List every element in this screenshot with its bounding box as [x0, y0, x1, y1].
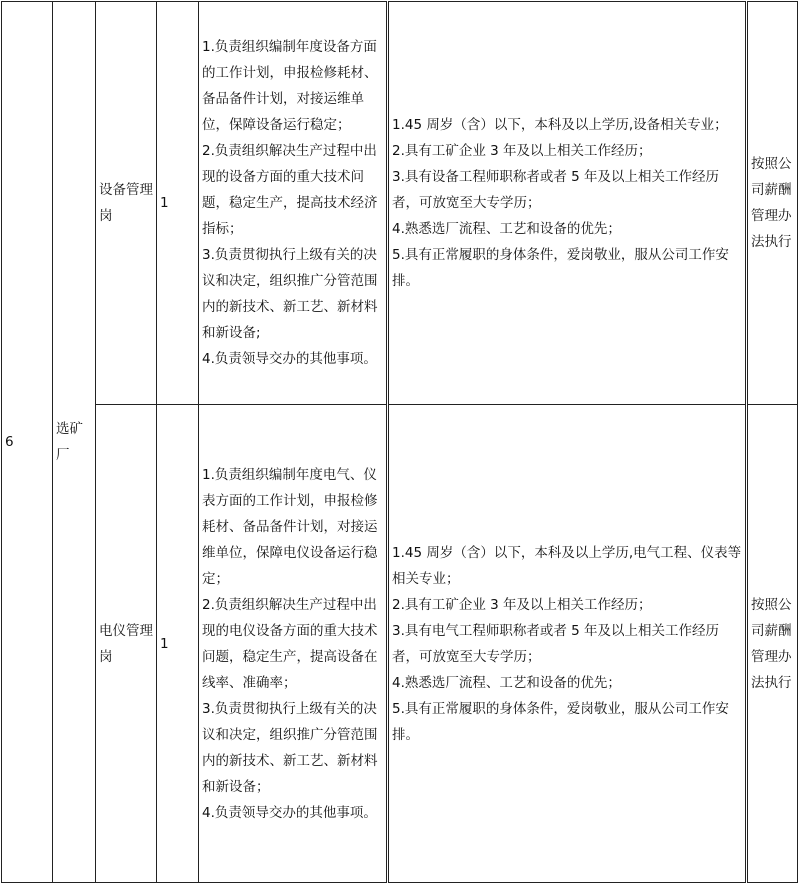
duty-item: 4.负责领导交办的其他事项。 [202, 351, 377, 367]
duty-item: 3.负责贯彻执行上级有关的决议和决定，组织推广分管范围内的新技术、新工艺、新材料和新设备; [202, 247, 378, 341]
salary-cell [747, 405, 798, 883]
duty-item: 4.负责领导交办的其他事项。 [202, 804, 377, 821]
requirement-item: 2.具有工矿企业 3 年及以上相关工作经历； [392, 596, 652, 613]
requirement-item: 3.具有电气工程师职称者或者 5 年及以上相关工作经历者，可放宽至大专学历； [392, 622, 720, 665]
requirements-cell [388, 405, 747, 883]
duties-cell [199, 2, 388, 405]
salary-note: 按照公司薪酬管理办法执行 [751, 156, 792, 250]
headcount: 1 [160, 195, 169, 211]
headcount: 1 [160, 635, 169, 652]
recruitment-table-wrapper [1, 1, 797, 882]
salary-note: 按照公司薪酬管理办法执行 [751, 596, 792, 691]
requirement-item: 3.具有设备工程师职称者或者 5 年及以上相关工作经历者，可放宽至大专学历； [392, 169, 720, 211]
table-row [2, 405, 798, 883]
seq-cell [2, 2, 53, 883]
duty-item: 2.负责组织解决生产过程中出现的设备方面的重大技术问题，稳定生产，提高技术经济指标； [202, 143, 378, 237]
duty-item: 1.负责组织编制年度电气、仪表方面的工作计划，申报检修耗材、备品备件计划，对接运维单位，保障电仪设备运行稳定； [202, 466, 378, 587]
count-cell [157, 2, 199, 405]
requirement-item: 5.具有正常履职的身体条件，爱岗敬业，服从公司工作安排。 [392, 700, 729, 743]
duties-cell [199, 405, 388, 883]
department-cell [53, 2, 96, 883]
requirement-item: 4.熟悉选厂流程、工艺和设备的优先； [392, 674, 621, 691]
recruitment-table [1, 1, 798, 883]
duty-item: 2.负责组织解决生产过程中出现的电仪设备方面的重大技术问题，稳定生产，提高设备在线率、准确率； [202, 596, 378, 691]
requirement-item: 5.具有正常履职的身体条件，爱岗敬业，服从公司工作安排。 [392, 247, 729, 289]
requirements-cell [388, 2, 747, 405]
salary-cell [747, 2, 798, 405]
requirement-item: 2.具有工矿企业 3 年及以上相关工作经历； [392, 143, 652, 159]
position-cell [96, 2, 157, 405]
requirement-item: 1.45 周岁（含）以下，本科及以上学历,电气工程、仪表等相关专业； [392, 544, 742, 587]
position-name: 电仪管理岗 [99, 622, 153, 665]
count-cell [157, 405, 199, 883]
department-name: 选矿厂 [56, 421, 83, 463]
duty-item: 3.负责贯彻执行上级有关的决议和决定，组织推广分管范围内的新技术、新工艺、新材料和新设备； [202, 700, 378, 795]
position-cell [96, 405, 157, 883]
seq-number: 6 [5, 434, 14, 450]
duty-item: 1.负责组织编制年度设备方面的工作计划，申报检修耗材、备品备件计划，对接运维单位，保障设备运行稳定； [202, 39, 378, 133]
requirement-item: 1.45 周岁（含）以下，本科及以上学历,设备相关专业； [392, 117, 728, 133]
position-name: 设备管理岗 [99, 182, 153, 224]
table-row [2, 2, 798, 405]
requirement-item: 4.熟悉选厂流程、工艺和设备的优先； [392, 221, 621, 237]
